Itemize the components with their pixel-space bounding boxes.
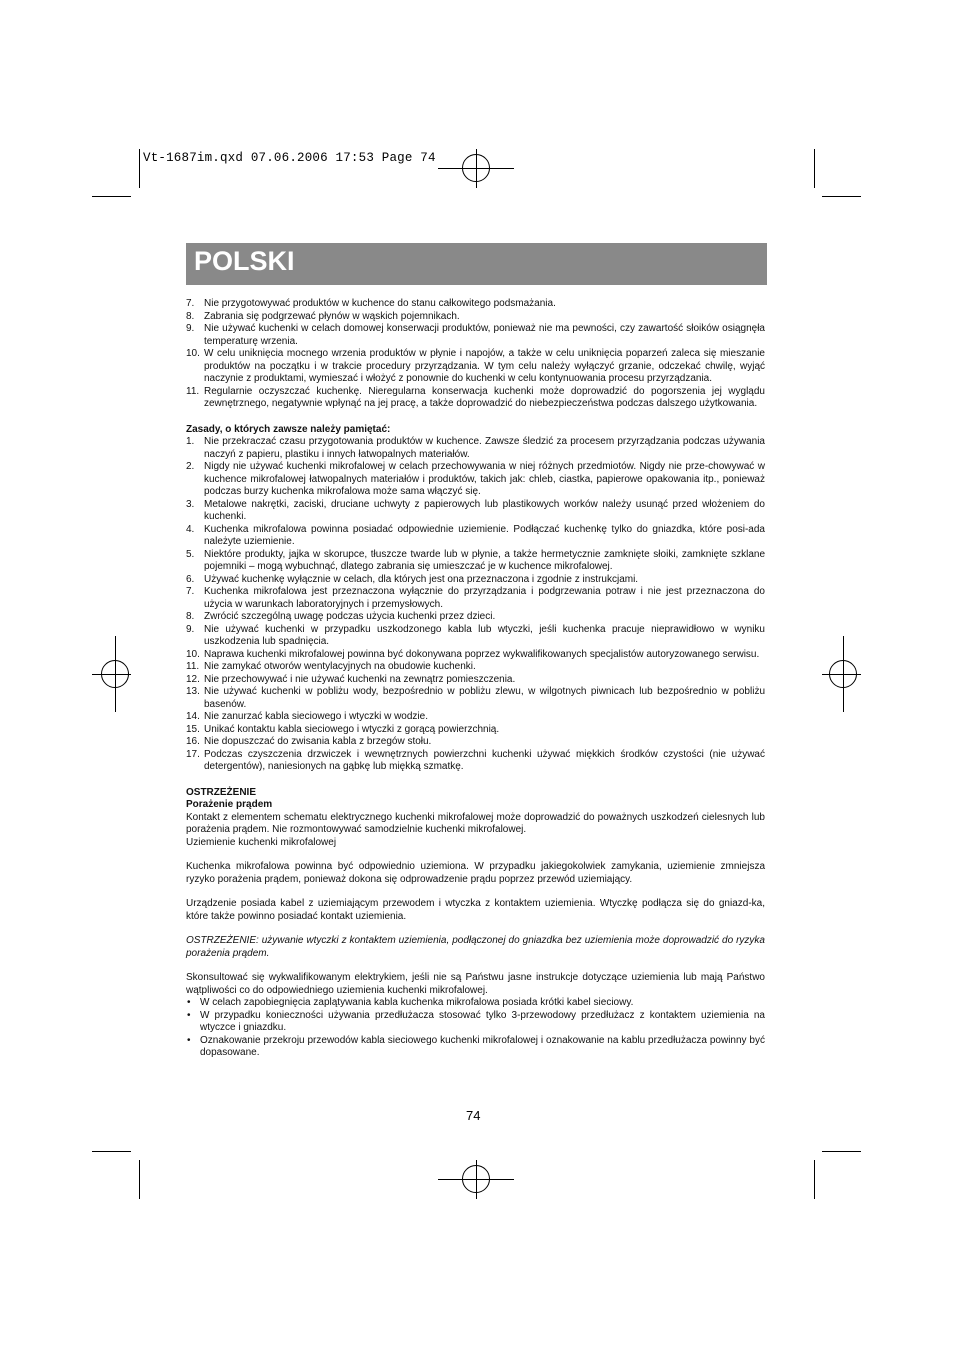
print-slug: Vt-1687im.qxd 07.06.2006 17:53 Page 74 bbox=[143, 151, 436, 165]
list-item: 11. Nie zamykać otworów wentylacyjnych na obudowie kuchenki. bbox=[186, 661, 476, 672]
warning-note: OSTRZEŻENIE: używanie wtyczki z kontaktem uziemienia, podłączonej do gniazdka bez uziemienia może doprowadzić do ryzyka porażenia prądem. bbox=[186, 935, 765, 959]
list-item: 6. Używać kuchenkę wyłącznie w celach, dla których jest ona przeznaczona i zgodnie z instrukcjami. bbox=[186, 573, 639, 585]
list-item: 9. Nie używać kuchenki w celach domowej konserwacji produktów, ponieważ nie ma pewności, czy zawartość słoików osiągnęła temperaturę wrzenia. bbox=[186, 323, 765, 347]
electrician-paragraph: Skonsultować się wykwalifikowanym elektrykiem, jeśli nie są Państwu jasne instrukcje dotyczące uziemienia lub mają Państwo wątpliwości co do odpowiedniego uziemienia kuchenki mikrofalowej. bbox=[186, 972, 765, 996]
list-item: 8. Zwrócić szczególną uwagę podczas użycia kuchenki przez dzieci. bbox=[186, 611, 496, 622]
list-item: 2. Nigdy nie używać kuchenki mikrofalowej w celach przechowywania w niej różnych przedmiotów. Nigdy nie prze-chowywać w kuchence mikrofalowej łatwopalnych materiałów i produktów, takich jak: chleb, ciastka, papierowe opakowania itp., ponieważ podczas burzy kuchenka mikrofalowa może sama włączyć się. bbox=[186, 461, 765, 497]
bullet-list bbox=[186, 997, 765, 1060]
list-item: 7. Kuchenka mikrofalowa jest przeznaczona wyłącznie do przyrządzania i podgrzewania potraw i nie jest przeznaczona do użycia w warunkach laboratoryjnych i przemysłowych. bbox=[186, 586, 765, 610]
grounding-paragraph: Kuchenka mikrofalowa powinna być odpowiednio uziemiona. W przypadku jakiegokolwiek zamykania, uziemienie zmniejsza ryzyko porażenia prądem, ponieważ dokona się odprowadzenie prądu poprzez przewód uziemiający. bbox=[186, 861, 765, 885]
warning-subheading: Porażenie prądem bbox=[186, 799, 273, 810]
page-title: POLSKI bbox=[194, 246, 295, 276]
list-item: 5. Niektóre produkty, jajka w skorupce, tłuszcze twarde lub w płynie, a także hermetycznie zamknięte słoiki, zamknięte szklane pojemniki – mogą wybuchnąć, dlatego zabrania się umieszczać je w kuchence mikrofalowej. bbox=[186, 548, 765, 572]
language-header bbox=[186, 243, 767, 285]
list-item: • W przypadku konieczności używania przedłużacza stosować tylko 3-przewodowy przedłużacz z kontaktem uziemienia na wtyczce i gniazdku. bbox=[187, 1009, 765, 1033]
list-item: 16. Nie dopuszczać do zwisania kabla z brzegów stołu. bbox=[186, 736, 432, 747]
rules-list bbox=[186, 436, 765, 774]
list-item: 3. Metalowe nakrętki, zaciski, druciane uchwyty z papierowych lub plastikowych worków należy usunąć przed włożeniem do kuchenki. bbox=[186, 498, 765, 522]
warning-paragraph: Kontakt z elementem schematu elektrycznego kuchenki mikrofalowej może doprowadzić do poważnych uszkodzeń cielesnych lub porażenia prądem. Nie rozmontowywać samodzielnie kuchenki mikrofalowej. bbox=[186, 811, 765, 835]
list-item: 14. Nie zanurzać kabla sieciowego i wtyczki w wodzie. bbox=[186, 711, 428, 722]
list-item: 7. Nie przygotowywać produktów w kuchence do stanu całkowitego podsmażania. bbox=[186, 298, 556, 309]
safety-list-continued bbox=[186, 298, 765, 411]
list-item: 8. Zabrania się podgrzewać płynów w wąskich pojemnikach. bbox=[186, 310, 460, 322]
list-item: 11. Regularnie oczyszczać kuchenkę. Nieregularna konserwacja kuchenki może doprowadzić do pogorszenia jej wyglądu zewnętrznego, negatywnie wpłynąć na jej pracę, a także doprowadzić do niebezpieczeństwa podczas dalszego użytkowania. bbox=[186, 385, 765, 409]
list-item: 17. Podczas czyszczenia drzwiczek i wewnętrznych powierzchni kuchenki używać miękkich środków czystości (nie używać detergentów), naniesionych na gąbkę lub miękką szmatkę. bbox=[186, 748, 765, 772]
list-item: 15. Unikać kontaktu kabla sieciowego i wtyczki z gorącą powierzchnią. bbox=[186, 723, 500, 735]
list-item: • W celach zapobiegnięcia zaplątywania kabla kuchenka mikrofalowa posiada krótki kabel sieciowy. bbox=[187, 997, 634, 1008]
list-item: 10. W celu uniknięcia mocnego wrzenia produktów w płynie i napojów, a także w celu uniknięcia poparzeń zaleca się mieszanie produktów na początku i w trakcie procedury przyrządzania. W tym celu należy wyłączyć grzanie, odczekać chwilę, wyjąć naczynie z produktami, wymieszać i włożyć z ponownie do kuchenki w celu kontynuowania procesu przyrządzania. bbox=[186, 348, 765, 384]
list-item: 4. Kuchenka mikrofalowa powinna posiadać odpowiednie uziemienie. Podłączać kuchenkę tylko do gniazdka, które posi-ada należyte uziemienie. bbox=[186, 523, 765, 547]
page-number: 74 bbox=[466, 1108, 481, 1123]
grounding-heading: Uziemienie kuchenki mikrofalowej bbox=[186, 836, 337, 848]
list-item: • Oznakowanie przekroju przewodów kabla sieciowego kuchenki mikrofalowej i oznakowanie na kablu przedłużacza powinny być dopasowane. bbox=[187, 1034, 765, 1058]
warning-heading: OSTRZEŻENIE bbox=[186, 786, 257, 798]
list-item: 1. Nie przekraczać czasu przygotowania produktów w kuchence. Zawsze śledzić za procesem przyrządzania podczas używania naczyń z papieru, plastiku i innych łatwopalnych materiałów. bbox=[186, 436, 765, 460]
document-body bbox=[186, 298, 765, 1060]
plug-paragraph: Urządzenie posiada kabel z uziemiającym przewodem i wtyczka z kontaktem uziemienia. Wtyczkę podłącza się do gniazd-ka, które także powinno posiadać kontakt uziemienia. bbox=[186, 898, 765, 922]
rules-heading: Zasady, o których zawsze należy pamiętać: bbox=[186, 423, 391, 435]
list-item: 12. Nie przechowywać i nie używać kuchenki na zewnątrz pomieszczenia. bbox=[186, 673, 516, 685]
list-item: 10. Naprawa kuchenki mikrofalowej powinna być dokonywana poprzez wykwalifikowanych specjalistów autoryzowanego serwisu. bbox=[186, 648, 760, 660]
list-item: 13. Nie używać kuchenki w pobliżu wody, bezpośrednio w pobliżu zlewu, w wilgotnych piwnicach lub bezpośrednio w pobliżu basenów. bbox=[186, 686, 765, 710]
list-item: 9. Nie używać kuchenki w przypadku uszkodzonego kabla lub wtyczki, jeśli kuchenka pracuje nieprawidłowo w wyniku uszkodzenia lub spadnięcia. bbox=[186, 623, 765, 647]
